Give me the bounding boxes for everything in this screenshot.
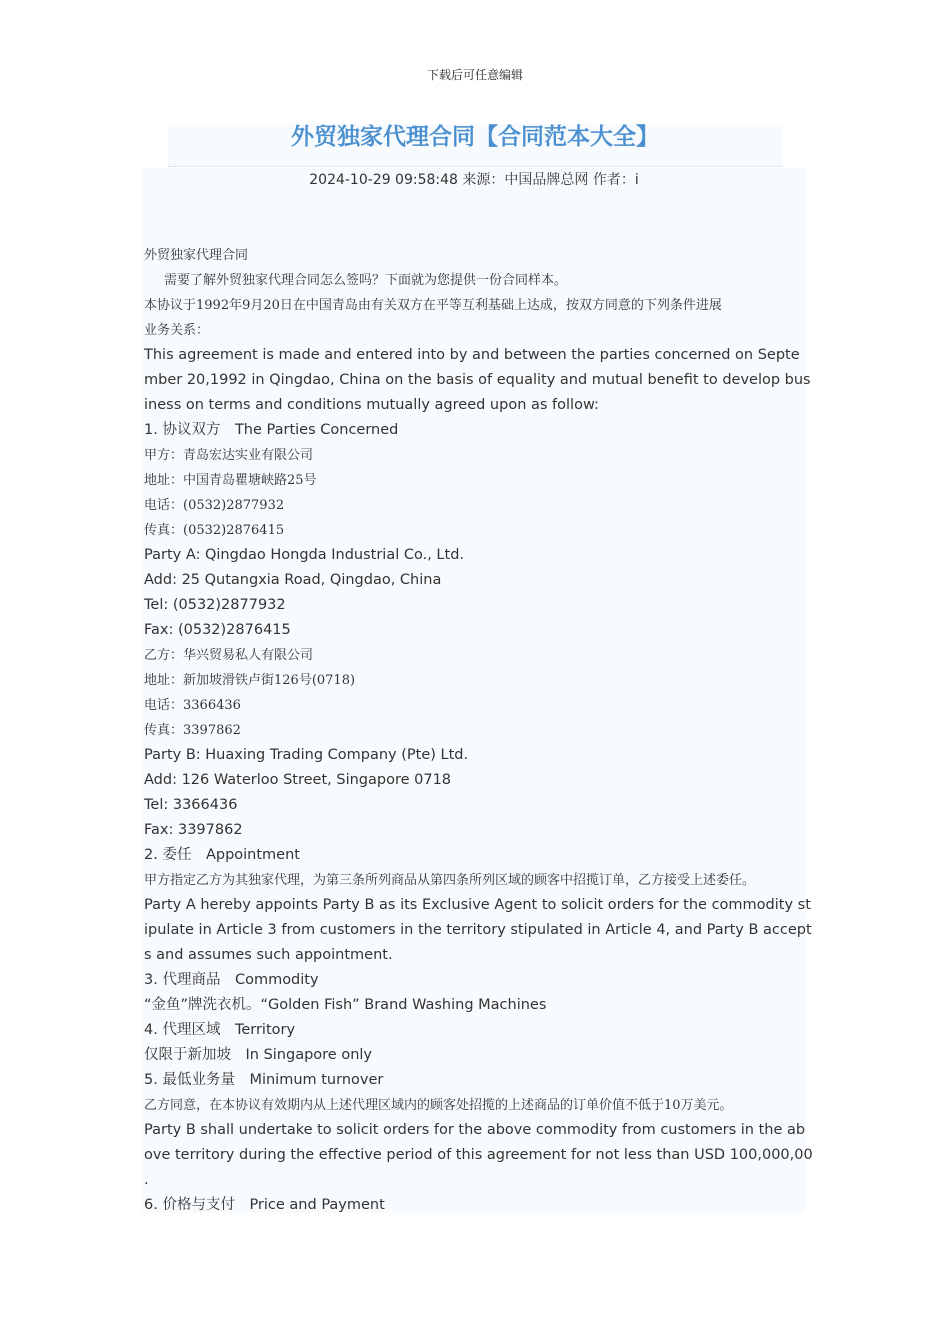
doc-line: This agreement is made and entered into by and between the parties concerned on Septe [144,347,800,363]
doc-line: 本协议于1992年9月20日在中国青岛由有关双方在平等互利基础上达成，按双方同意的下列条件进展 [144,298,722,313]
doc-line: Party B shall undertake to solicit orders for the above commodity from customers in the ab [144,1122,806,1138]
article-meta: 2024-10-29 09:58:48 来源：中国品牌总网 作者：i [309,172,639,188]
doc-line: 传真：(0532)2876415 [144,523,285,538]
doc-line: 乙方：华兴贸易私人有限公司 [144,648,314,663]
doc-line: mber 20,1992 in Qingdao, China on the basis of equality and mutual benefit to develop bus [144,372,811,388]
doc-line: ipulate in Article 3 from customers in the territory stipulated in Article 4, and Party B accept [144,922,812,938]
doc-line: Fax: (0532)2876415 [144,622,291,638]
doc-line: 电话：3366436 [144,698,241,713]
doc-line: 仅限于新加坡 In Singapore only [144,1047,373,1063]
doc-line: Tel: (0532)2877932 [144,597,286,613]
doc-line: 地址：中国青岛瞿塘峡路25号 [144,473,317,488]
doc-line: 2. 委任 Appointment [144,847,300,863]
doc-line: 1. 协议双方 The Parties Concerned [144,422,399,438]
doc-line: 6. 价格与支付 Price and Payment [144,1197,385,1213]
doc-line: Tel: 3366436 [144,797,238,813]
doc-line: 电话：(0532)2877932 [144,498,285,513]
doc-line: “金鱼”牌洗衣机。“Golden Fish” Brand Washing Machines [144,997,547,1013]
doc-line: 传真：3397862 [144,723,241,738]
doc-line: Party A: Qingdao Hongda Industrial Co., Ltd. [144,547,465,563]
doc-line: 业务关系： [144,323,210,338]
doc-line: 外贸独家代理合同 [144,248,249,263]
doc-line: Add: 126 Waterloo Street, Singapore 0718 [144,772,452,788]
doc-line: 需要了解外贸独家代理合同怎么签吗？下面就为您提供一份合同样本。 [164,273,568,288]
page-header: 下载后可任意编辑 [426,68,523,82]
doc-line: 5. 最低业务量 Minimum turnover [144,1072,384,1088]
doc-line: . [144,1172,149,1188]
doc-line: 乙方同意，在本协议有效期内从上述代理区域内的顾客处招揽的上述商品的订单价值不低于10万美元。 [144,1098,733,1113]
doc-line: 甲方：青岛宏达实业有限公司 [144,448,314,463]
doc-line: Add: 25 Qutangxia Road, Qingdao, China [144,572,442,588]
article-body [142,168,813,1213]
article-title: 外贸独家代理合同【合同范本大全】 [291,124,659,150]
doc-line: 地址：新加坡滑铁卢街126号(0718) [144,673,356,688]
doc-line: Party A hereby appoints Party B as its Exclusive Agent to solicit orders for the commodity st [144,897,811,913]
doc-line: Party B: Huaxing Trading Company (Pte) Ltd. [144,747,469,763]
article-text [144,243,813,1218]
doc-line: iness on terms and conditions mutually agreed upon as follow: [144,397,599,413]
doc-line: 4. 代理区域 Territory [144,1022,296,1038]
doc-line: Fax: 3397862 [144,822,243,838]
doc-line: 甲方指定乙方为其独家代理，为第三条所列商品从第四条所列区域的顾客中招揽订单，乙方接受上述委任。 [144,873,756,888]
doc-line: s and assumes such appointment. [144,947,393,963]
doc-line: 3. 代理商品 Commodity [144,972,319,988]
article-title-block [168,124,782,167]
doc-line: ove territory during the effective period of this agreement for not less than USD 100,000,00 [144,1147,813,1163]
